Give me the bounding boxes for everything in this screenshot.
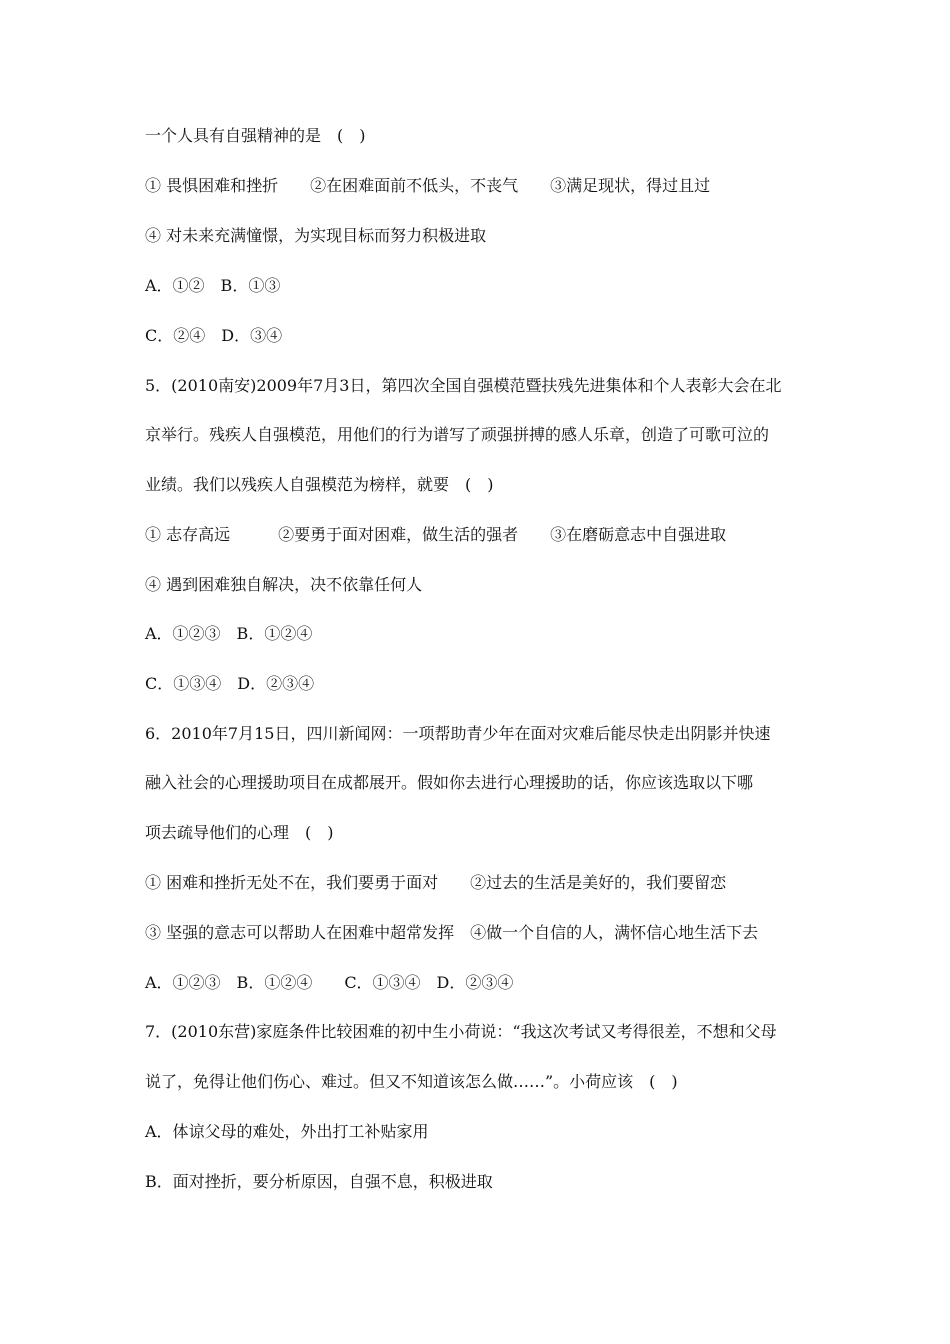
text-line: A．①② B．①③ xyxy=(145,276,281,295)
text-line: A．①②③ B．①②④ xyxy=(145,624,313,643)
text-line: ④ 遇到困难独自解决，决不依靠任何人 xyxy=(145,575,423,594)
text-line: B．面对挫折，要分析原因，自强不息，积极进取 xyxy=(145,1172,493,1191)
text-line: A．①②③ B．①②④ C．①③④ D．②③④ xyxy=(145,973,514,992)
text-line: 5．(2010南安)2009年7月3日，第四次全国自强模范暨扶残先进集体和个人表彰大会在北 xyxy=(145,376,782,395)
text-line: 融入社会的心理援助项目在成都展开。假如你去进行心理援助的话，你应该选取以下哪 xyxy=(145,773,754,792)
text-line: ① 困难和挫折无处不在，我们要勇于面对 ②过去的生活是美好的，我们要留恋 xyxy=(145,873,727,892)
text-line: 说了，免得让他们伤心、难过。但又不知道该怎么做……”。小荷应该 ( ) xyxy=(145,1072,678,1091)
text-line: 京举行。残疾人自强模范，用他们的行为谱写了顽强拼搏的感人乐章，创造了可歌可泣的 xyxy=(145,425,770,444)
text-line: 7．(2010东营)家庭条件比较困难的初中生小荷说：“我这次考试又考得很差，不想和父母 xyxy=(145,1022,777,1041)
text-line: 业绩。我们以残疾人自强模范为榜样，就要 ( ) xyxy=(145,475,494,494)
text-line: 6．2010年7月15日，四川新闻网：一项帮助青少年在面对灾难后能尽快走出阴影并快速 xyxy=(145,724,771,743)
text-line: C．①③④ D．②③④ xyxy=(145,674,315,693)
text-line: ① 志存高远 ②要勇于面对困难，做生活的强者 ③在磨砺意志中自强进取 xyxy=(145,525,727,544)
text-line: 项去疏导他们的心理 ( ) xyxy=(145,823,334,842)
text-line: C．②④ D．③④ xyxy=(145,326,283,345)
text-line: ① 畏惧困难和挫折 ②在困难面前不低头，不丧气 ③满足现状，得过且过 xyxy=(145,176,711,195)
text-line: 一个人具有自强精神的是 ( ) xyxy=(145,126,366,145)
text-line: ③ 坚强的意志可以帮助人在困难中超常发挥 ④做一个自信的人，满怀信心地生活下去 xyxy=(145,923,759,942)
text-line: A．体谅父母的难处，外出打工补贴家用 xyxy=(145,1122,429,1141)
text-line: ④ 对未来充满憧憬，为实现目标而努力积极进取 xyxy=(145,226,487,245)
